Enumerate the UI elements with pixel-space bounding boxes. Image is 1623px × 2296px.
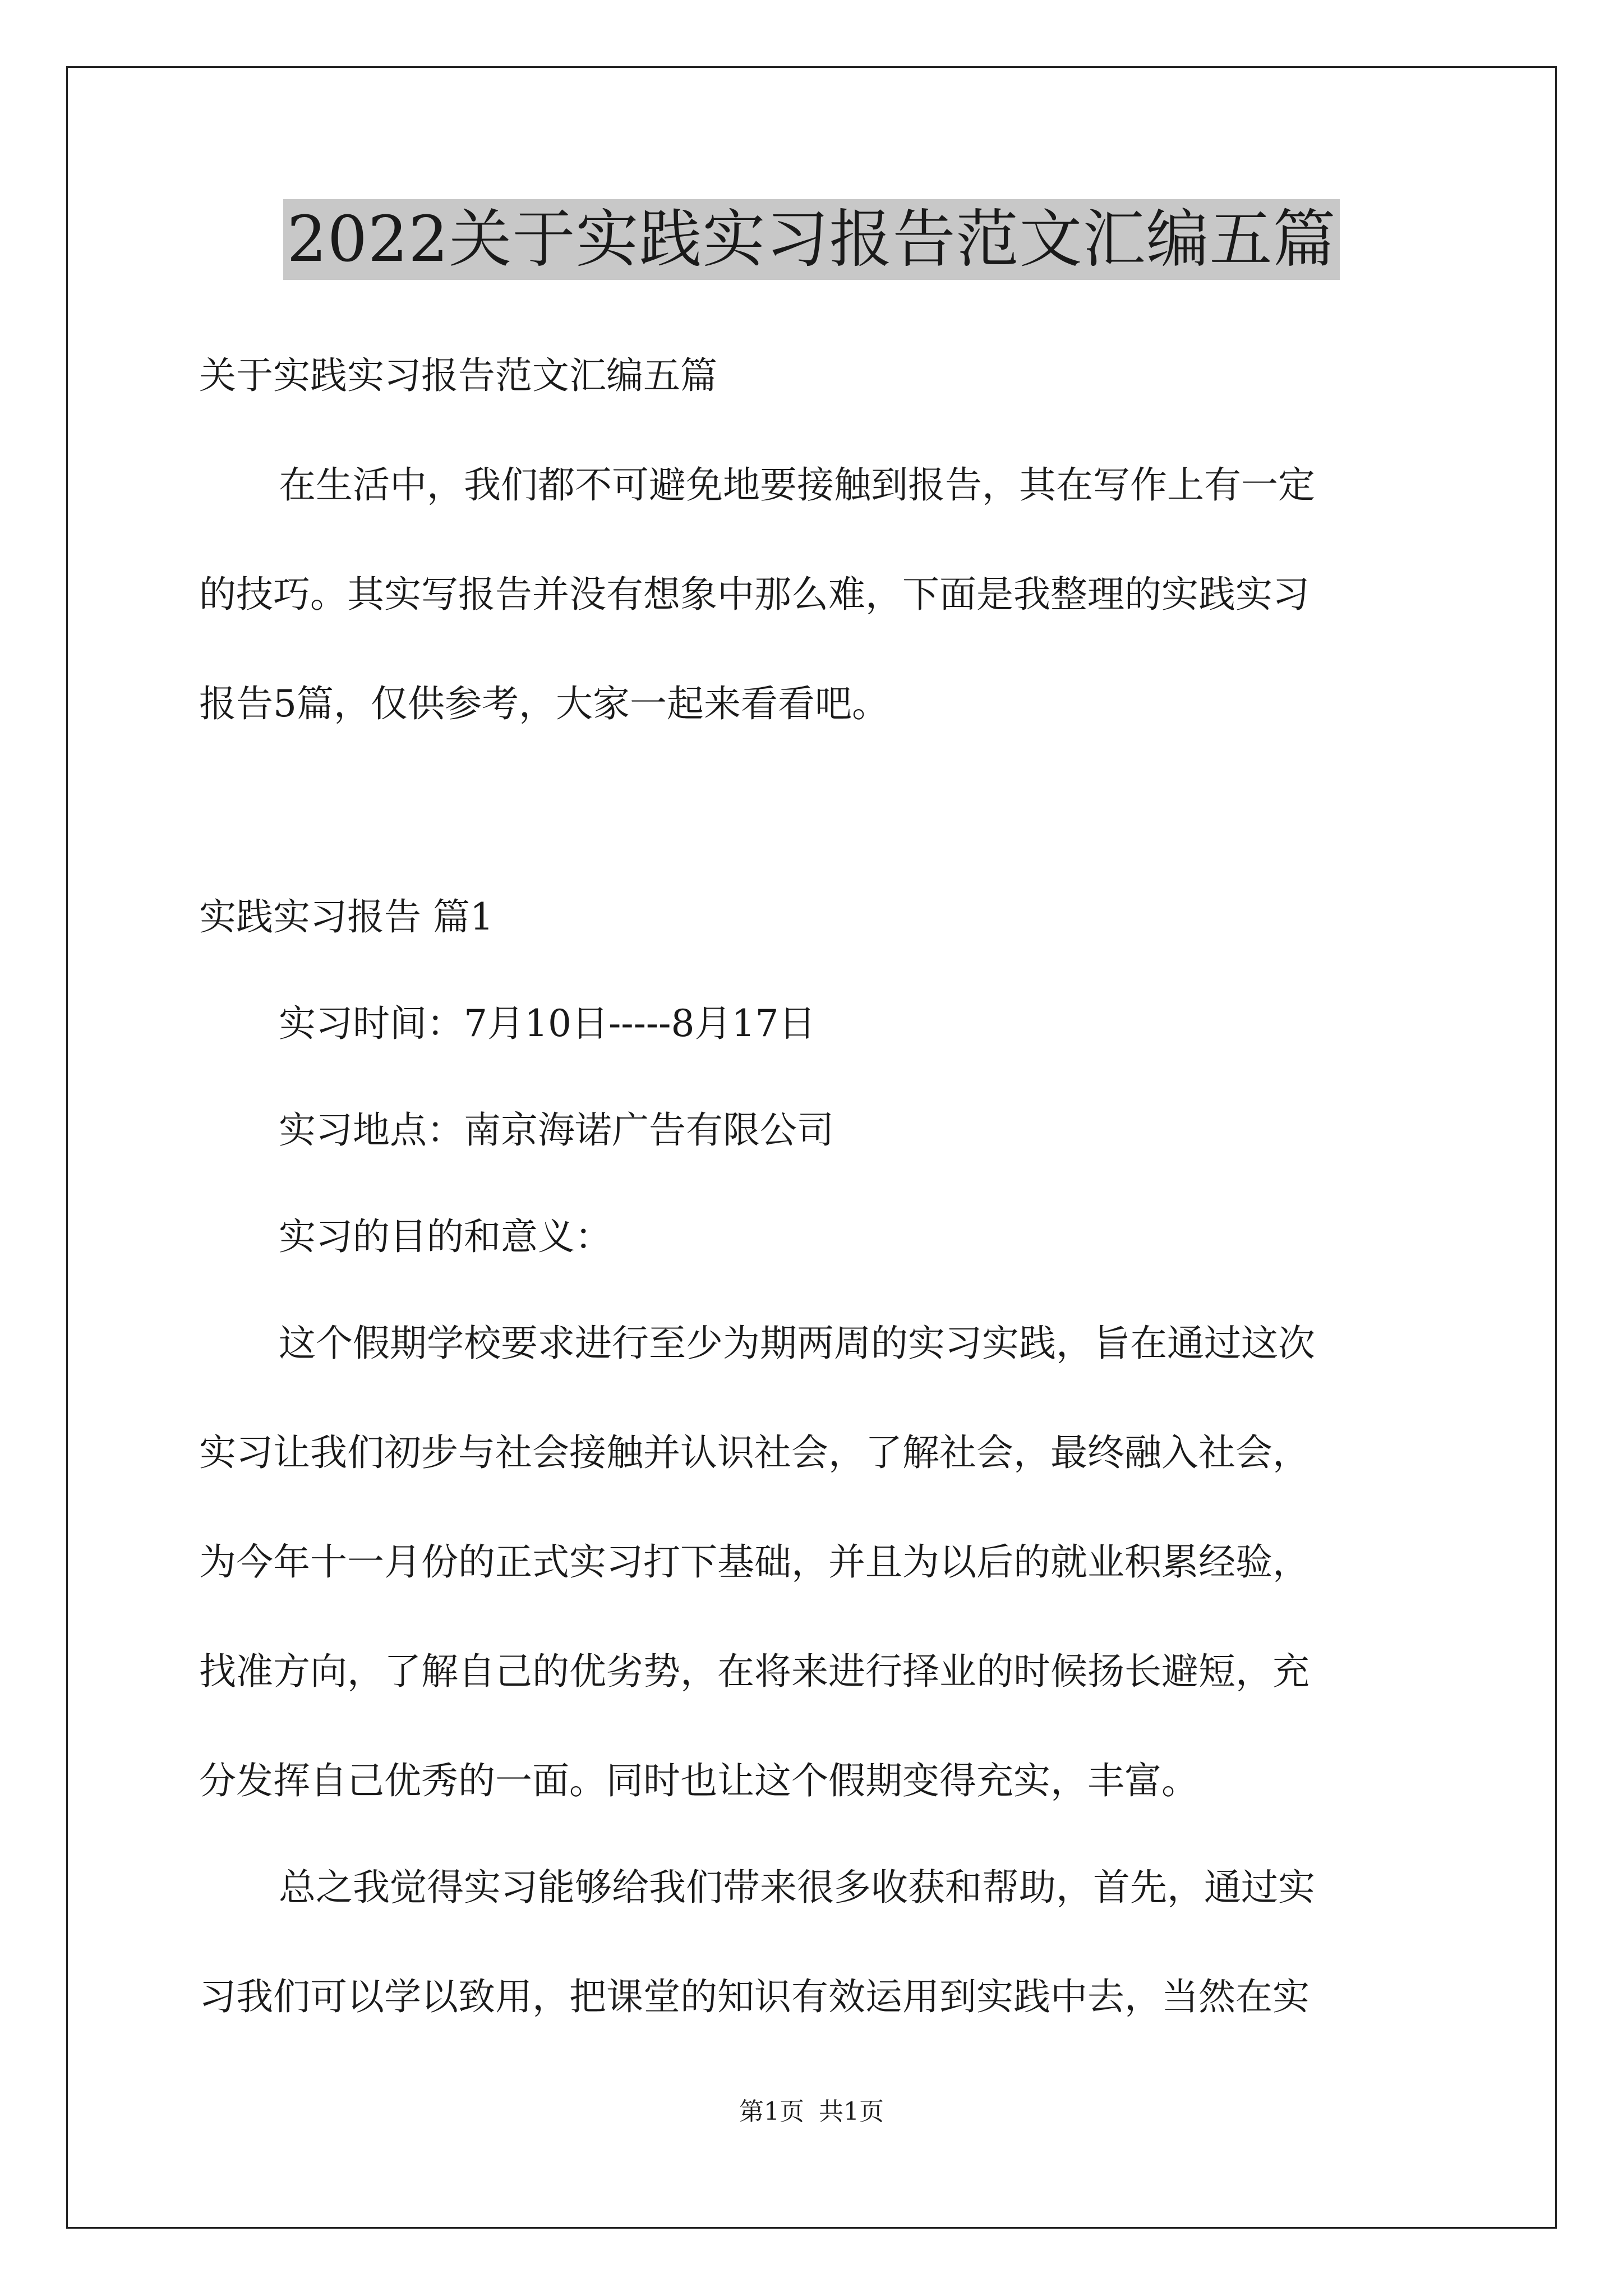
- paragraph-line: 实习的目的和意义：: [279, 1215, 612, 1258]
- paragraph-line: 在生活中，我们都不可避免地要接触到报告，其在写作上有一定: [279, 463, 1315, 507]
- paragraph-line: 分发挥自己优秀的一面。同时也让这个假期变得充实，丰富。: [199, 1759, 1198, 1802]
- paragraph-line: 报告5篇，仅供参考，大家一起来看看吧。: [199, 682, 889, 725]
- paragraph-line: 总之我觉得实习能够给我们带来很多收获和帮助，首先，通过实: [279, 1866, 1315, 1909]
- page-number: 第1页: [739, 2097, 804, 2126]
- paragraph-line: 实习让我们初步与社会接触并认识社会，了解社会，最终融入社会，: [199, 1431, 1310, 1474]
- page-footer: [0, 2095, 1623, 2129]
- section-heading: 实践实习报告 篇1: [199, 895, 494, 938]
- document-title: 2022关于实践实习报告范文汇编五篇: [283, 199, 1339, 280]
- paragraph-line: 实习地点：南京海诺广告有限公司: [279, 1108, 834, 1152]
- paragraph-line: 为今年十一月份的正式实习打下基础，并且为以后的就业积累经验，: [199, 1540, 1310, 1584]
- paragraph-line: 实习时间：7月10日-----8月17日: [279, 1002, 816, 1045]
- title-container: [0, 199, 1623, 280]
- subtitle-line: 关于实践实习报告范文汇编五篇: [199, 354, 717, 397]
- paragraph-line: 习我们可以学以致用，把课堂的知识有效运用到实践中去，当然在实: [199, 1975, 1310, 2018]
- paragraph-line: 这个假期学校要求进行至少为期两周的实习实践，旨在通过这次: [279, 1322, 1315, 1365]
- paragraph-line: 找准方向，了解自己的优劣势，在将来进行择业的时候扬长避短，充: [199, 1650, 1310, 1693]
- page-count: 共1页: [819, 2097, 884, 2126]
- paragraph-line: 的技巧。其实写报告并没有想象中那么难，下面是我整理的实践实习: [199, 573, 1310, 616]
